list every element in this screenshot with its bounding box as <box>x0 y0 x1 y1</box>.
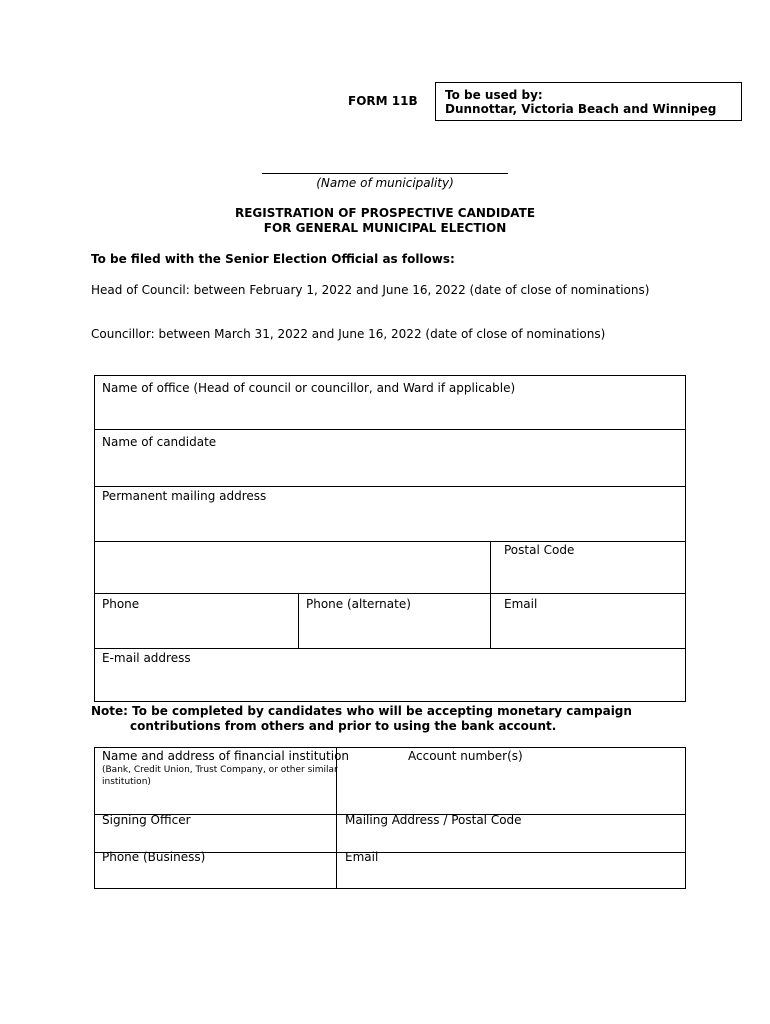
used-by-box <box>435 82 742 121</box>
candidate-name-field[interactable] <box>96 451 682 484</box>
postal-code-field[interactable] <box>492 559 682 591</box>
email-address-field[interactable] <box>96 667 682 700</box>
bank-email-field[interactable] <box>338 866 682 887</box>
phone-field[interactable] <box>96 613 296 646</box>
account-number-label: Account number(s) <box>408 749 523 763</box>
institution-sublabel: (Bank, Credit Union, Trust Company, or other similar institution) <box>102 765 338 787</box>
table-divider <box>490 541 491 648</box>
mailing-postal-field[interactable] <box>338 828 682 850</box>
head-of-council-dates: Head of Council: between February 1, 2022 and June 16, 2022 (date of close of nominations) <box>91 283 650 297</box>
mailing-address-field[interactable] <box>96 505 682 539</box>
form-title-line2: FOR GENERAL MUNICIPAL ELECTION <box>263 221 507 235</box>
address-label: Permanent mailing address <box>102 489 267 503</box>
bank-note <box>91 704 679 734</box>
used-by-label: To be used by: <box>445 88 543 102</box>
phone-alt-field[interactable] <box>300 613 488 646</box>
phone-label: Phone <box>102 597 140 611</box>
councillor-dates: Councillor: between March 31, 2022 and June 16, 2022 (date of close of nominations) <box>91 327 606 341</box>
candidate-label: Name of candidate <box>102 435 217 449</box>
mailing-address-line2-field[interactable] <box>96 543 488 591</box>
office-field[interactable] <box>96 397 682 427</box>
used-by-value: Dunnottar, Victoria Beach and Winnipeg <box>445 102 717 116</box>
institution-label: Name and address of financial institution <box>102 749 350 763</box>
table-divider <box>94 429 686 430</box>
filing-heading: To be filed with the Senior Election Official as follows: <box>91 252 455 266</box>
table-divider <box>298 593 299 648</box>
postal-code-label: Postal Code <box>504 543 575 557</box>
email-label: Email <box>504 597 538 611</box>
account-number-field[interactable] <box>338 765 682 812</box>
phone-business-field[interactable] <box>96 866 334 887</box>
institution-field[interactable] <box>96 790 334 812</box>
email-field[interactable] <box>492 613 682 646</box>
municipality-label: (Name of municipality) <box>316 176 454 190</box>
email-address-label: E-mail address <box>102 651 191 665</box>
table-divider <box>94 648 686 649</box>
signing-officer-label: Signing Officer <box>102 813 191 827</box>
office-label: Name of office (Head of council or councillor, and Ward if applicable) <box>102 381 516 395</box>
table-divider <box>94 486 686 487</box>
municipality-line[interactable] <box>262 173 508 174</box>
table-divider <box>94 593 686 594</box>
phone-alt-label: Phone (alternate) <box>306 597 411 611</box>
bank-note-line2: contributions from others and prior to using the bank account. <box>130 719 557 733</box>
signing-officer-field[interactable] <box>96 828 334 850</box>
bank-email-label: Email <box>345 850 379 864</box>
mailing-postal-label: Mailing Address / Postal Code <box>345 813 522 827</box>
form-title-line1: REGISTRATION OF PROSPECTIVE CANDIDATE <box>234 206 536 220</box>
form-number: FORM 11B <box>348 94 418 108</box>
table-divider <box>94 541 686 542</box>
phone-business-label: Phone (Business) <box>102 850 206 864</box>
form-title <box>150 206 620 236</box>
bank-note-line1: Note: To be completed by candidates who will be accepting monetary campaign <box>91 704 632 718</box>
